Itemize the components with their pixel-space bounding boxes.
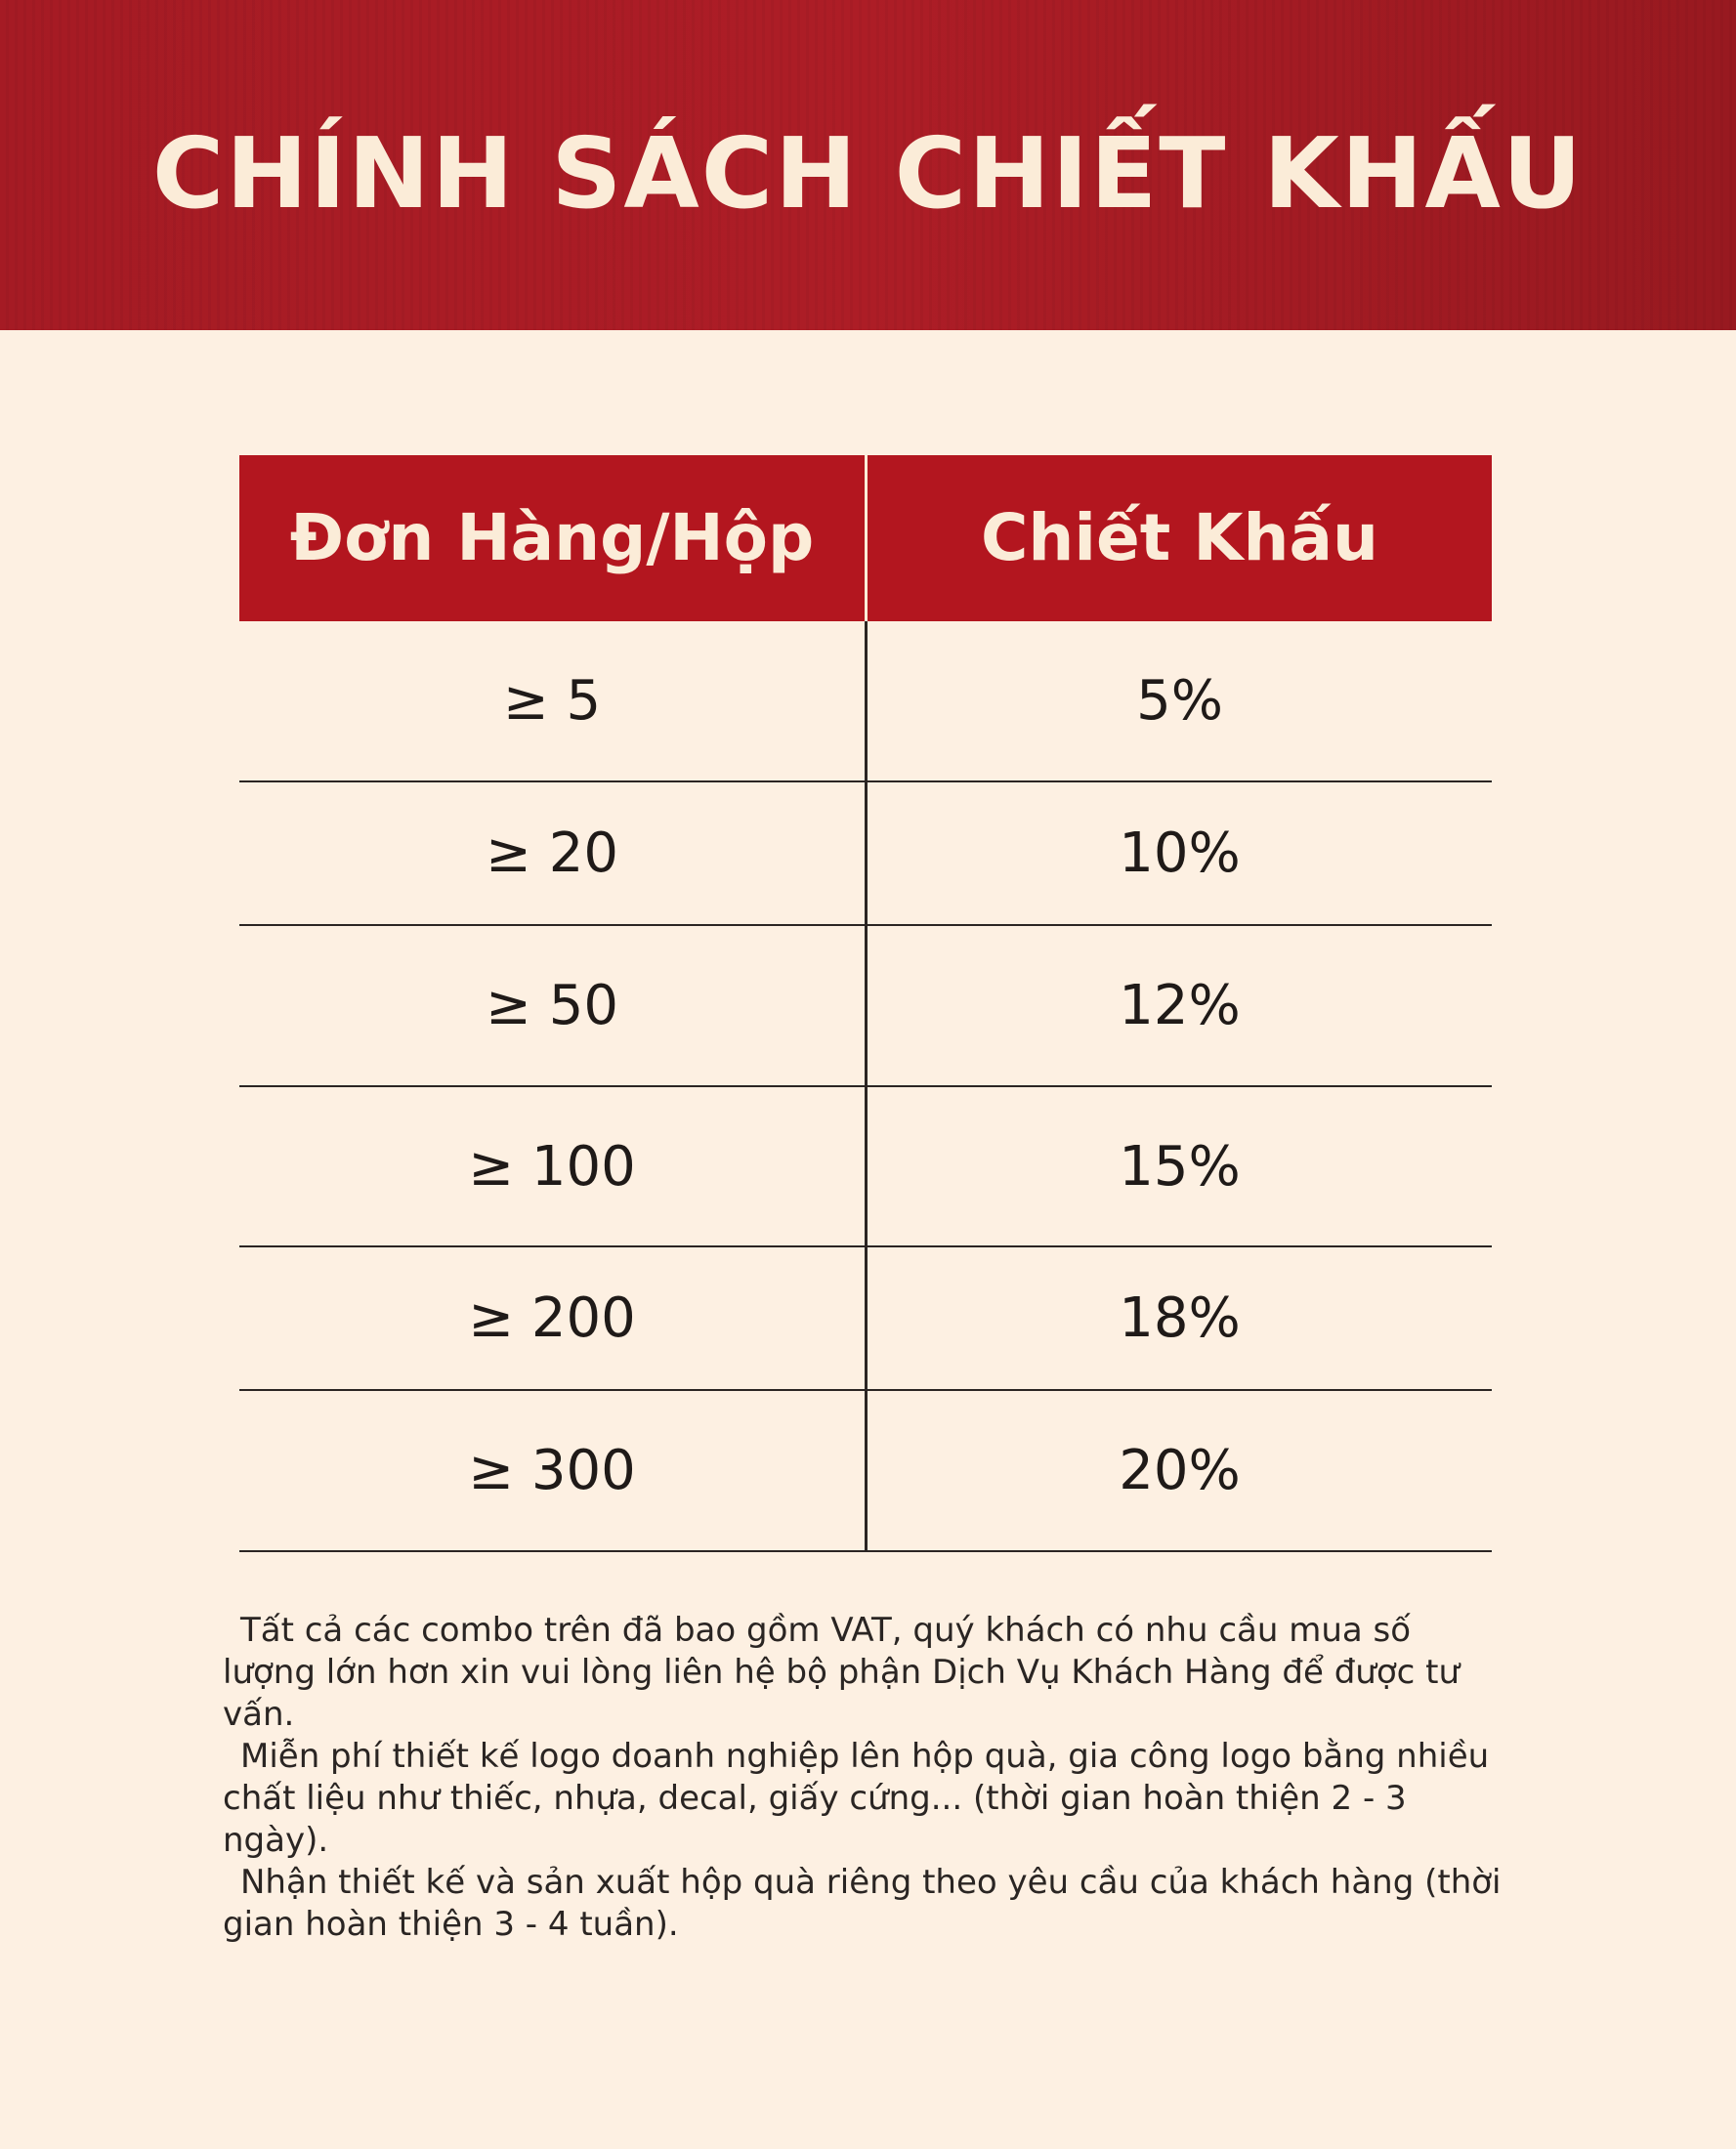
discount-cell: 10% [1119, 822, 1241, 885]
quantity-cell: ≥ 100 [468, 1134, 636, 1199]
page-title: CHÍNH SÁCH CHIẾT KHẤU [151, 116, 1585, 231]
discount-cell: 15% [1119, 1134, 1241, 1199]
policy-notes [223, 1610, 1512, 1946]
note-paragraph: Nhận thiết kế và sản xuất hộp quà riêng theo yêu cầu của khách hàng (thời gian hoàn thiện 3 - 4 tuần). [223, 1863, 1502, 1944]
discount-table [239, 455, 1492, 1552]
quantity-cell: ≥ 5 [502, 669, 602, 733]
header-discount: Chiết Khấu [981, 500, 1378, 575]
discount-cell: 5% [1136, 669, 1223, 733]
discount-cell: 12% [1119, 974, 1241, 1037]
title-banner [0, 0, 1736, 330]
table-header [239, 455, 1492, 621]
note-paragraph: Tất cả các combo trên đã bao gồm VAT, quý khách có nhu cầu mua số lượng lớn hơn xin vui lòng liên hệ bộ phận Dịch Vụ Khách Hàng để được tư vấn. [223, 1611, 1461, 1734]
quantity-cell: ≥ 200 [468, 1286, 636, 1350]
column-divider [865, 621, 868, 1552]
note-paragraph: Miễn phí thiết kế logo doanh nghiệp lên hộp quà, gia công logo bằng nhiều chất liệu như thiếc, nhựa, decal, giấy cứng... (thời gian hoàn thiện 2 - 3 ngày). [223, 1737, 1490, 1860]
discount-cell: 18% [1119, 1286, 1241, 1350]
quantity-cell: ≥ 20 [486, 822, 618, 885]
discount-cell: 20% [1119, 1439, 1241, 1502]
quantity-cell: ≥ 300 [468, 1439, 636, 1502]
quantity-cell: ≥ 50 [486, 974, 618, 1037]
header-order-quantity: Đơn Hàng/Hộp [289, 500, 815, 575]
